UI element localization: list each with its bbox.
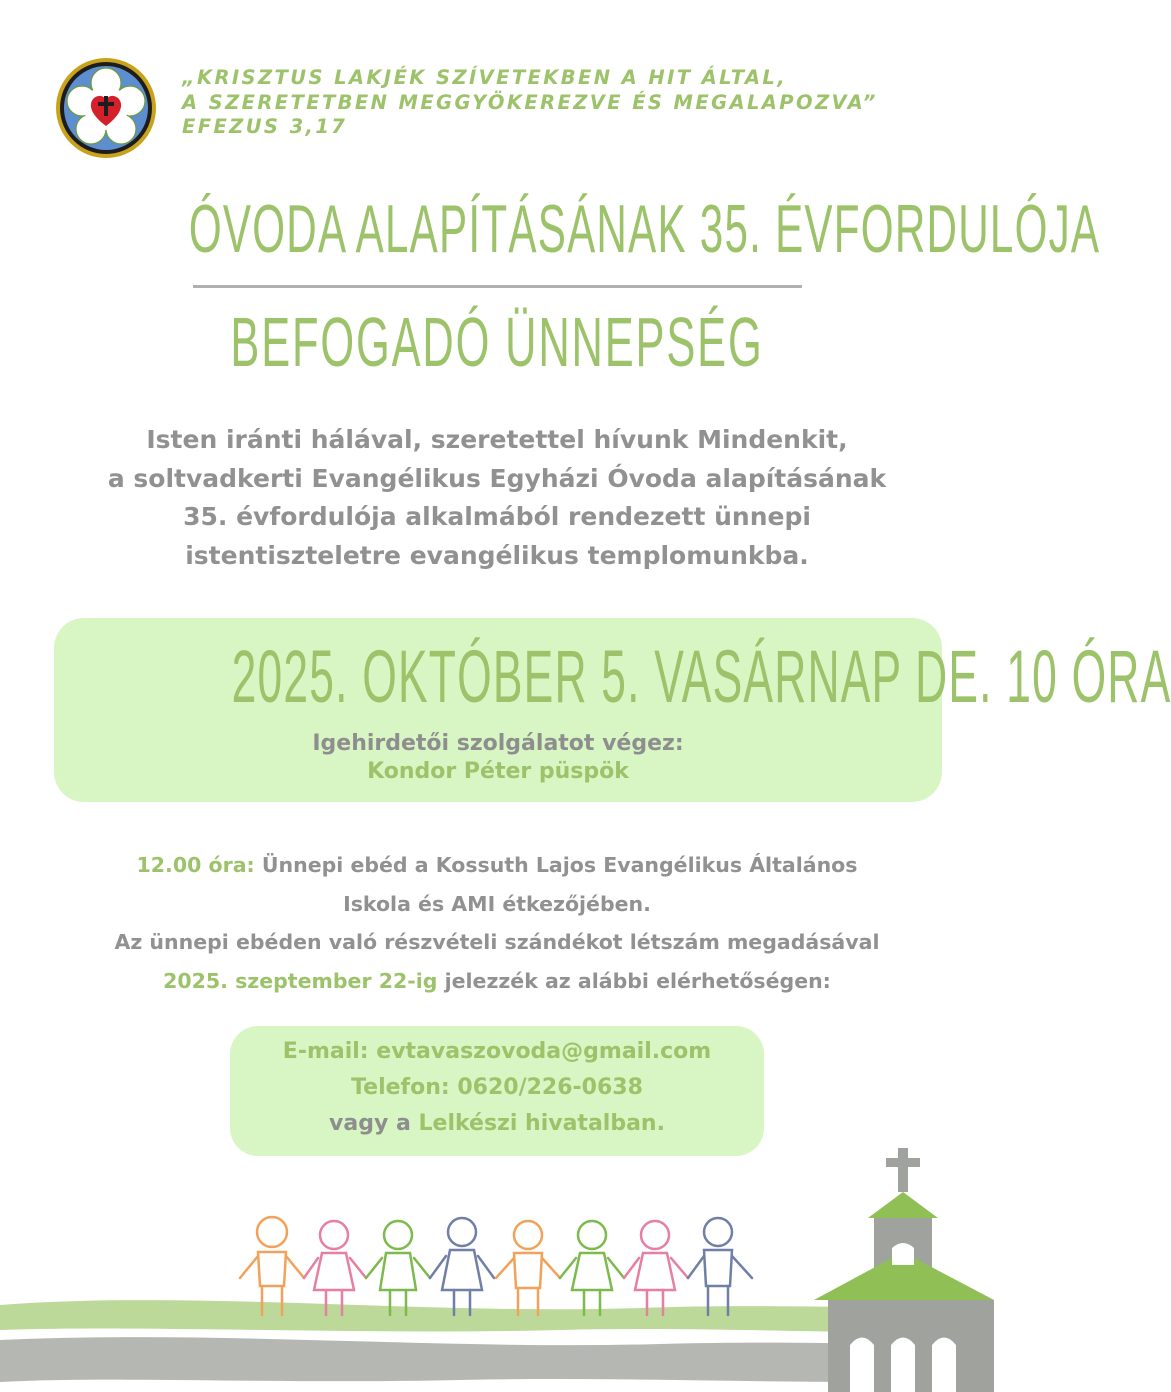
lunch-time: 12.00 óra: [136, 853, 255, 877]
lunch-line-3: Az ünnepi ebéden való részvételi szándékot létszám megadásával [114, 930, 880, 954]
intro-line-1: Isten iránti hálával, szeretettel hívunk Mindenkit, [146, 425, 848, 454]
children-and-church-illustration [0, 1140, 994, 1392]
sub-title: BEFOGADÓ ÜNNEPSÉG [230, 303, 764, 381]
phone-number[interactable]: 0620/226-0638 [457, 1075, 643, 1100]
child-figure [366, 1221, 430, 1315]
motto-line-2: A SZERETETBEN MEGGYÖKEREZVE ÉS MEGALAPOZVA” [182, 90, 878, 114]
main-title: ÓVODA ALAPÍTÁSÁNAK 35. ÉVFORDULÓJA [188, 191, 1101, 267]
lunch-info [40, 846, 954, 1000]
motto-reference: EFEZUS 3,17 [182, 115, 348, 138]
lunch-line-4: jelezzék az alábbi elérhetőségen: [444, 968, 831, 993]
child-figure [560, 1221, 624, 1315]
bible-verse-motto [182, 66, 972, 140]
child-figure [624, 1221, 688, 1315]
lunch-line-1: Ünnepi ebéd a Kossuth Lajos Evangélikus Általános [261, 853, 858, 877]
email-address[interactable]: evtavaszovoda@gmail.com [376, 1039, 712, 1064]
rsvp-deadline: 2025. szeptember 22-ig [163, 968, 438, 993]
child-figure [240, 1217, 304, 1315]
intro-line-3: 35. évfordulója alkalmából rendezett ünnepi [183, 502, 811, 531]
preacher-name: Kondor Péter püspök [367, 759, 629, 784]
intro-line-2: a soltvadkerti Evangélikus Egyházi Óvoda alapításának [107, 463, 887, 493]
motto-line-1: „KRISZTUS LAKJÉK SZÍVETEKBEN A HIT ÁLTAL, [182, 66, 788, 89]
event-datetime: 2025. OKTÓBER 5. VASÁRNAP DE. 10 ÓRA [231, 635, 1171, 718]
preacher-info [54, 730, 942, 786]
phone-label: Telefon: [351, 1075, 450, 1100]
invitation-text [40, 421, 954, 575]
child-figure [304, 1221, 366, 1315]
intro-line-4: istentiszteletre evangélikus templomunkba. [185, 540, 809, 570]
email-label: E-mail: [282, 1039, 369, 1064]
lunch-line-2: Iskola és AMI étkezőjében. [343, 891, 651, 916]
child-figure [430, 1218, 494, 1315]
child-figure [496, 1221, 560, 1315]
title-divider [193, 285, 802, 288]
church-icon [814, 1148, 994, 1392]
event-date-box [54, 618, 1171, 802]
luther-rose-logo [54, 56, 158, 160]
contact-box [230, 1026, 764, 1156]
child-figure [688, 1218, 752, 1315]
office-name: Lelkészi hivatalban. [418, 1111, 665, 1136]
office-prefix: vagy a [329, 1111, 411, 1136]
preacher-label: Igehirdetői szolgálatot végez: [312, 731, 684, 756]
